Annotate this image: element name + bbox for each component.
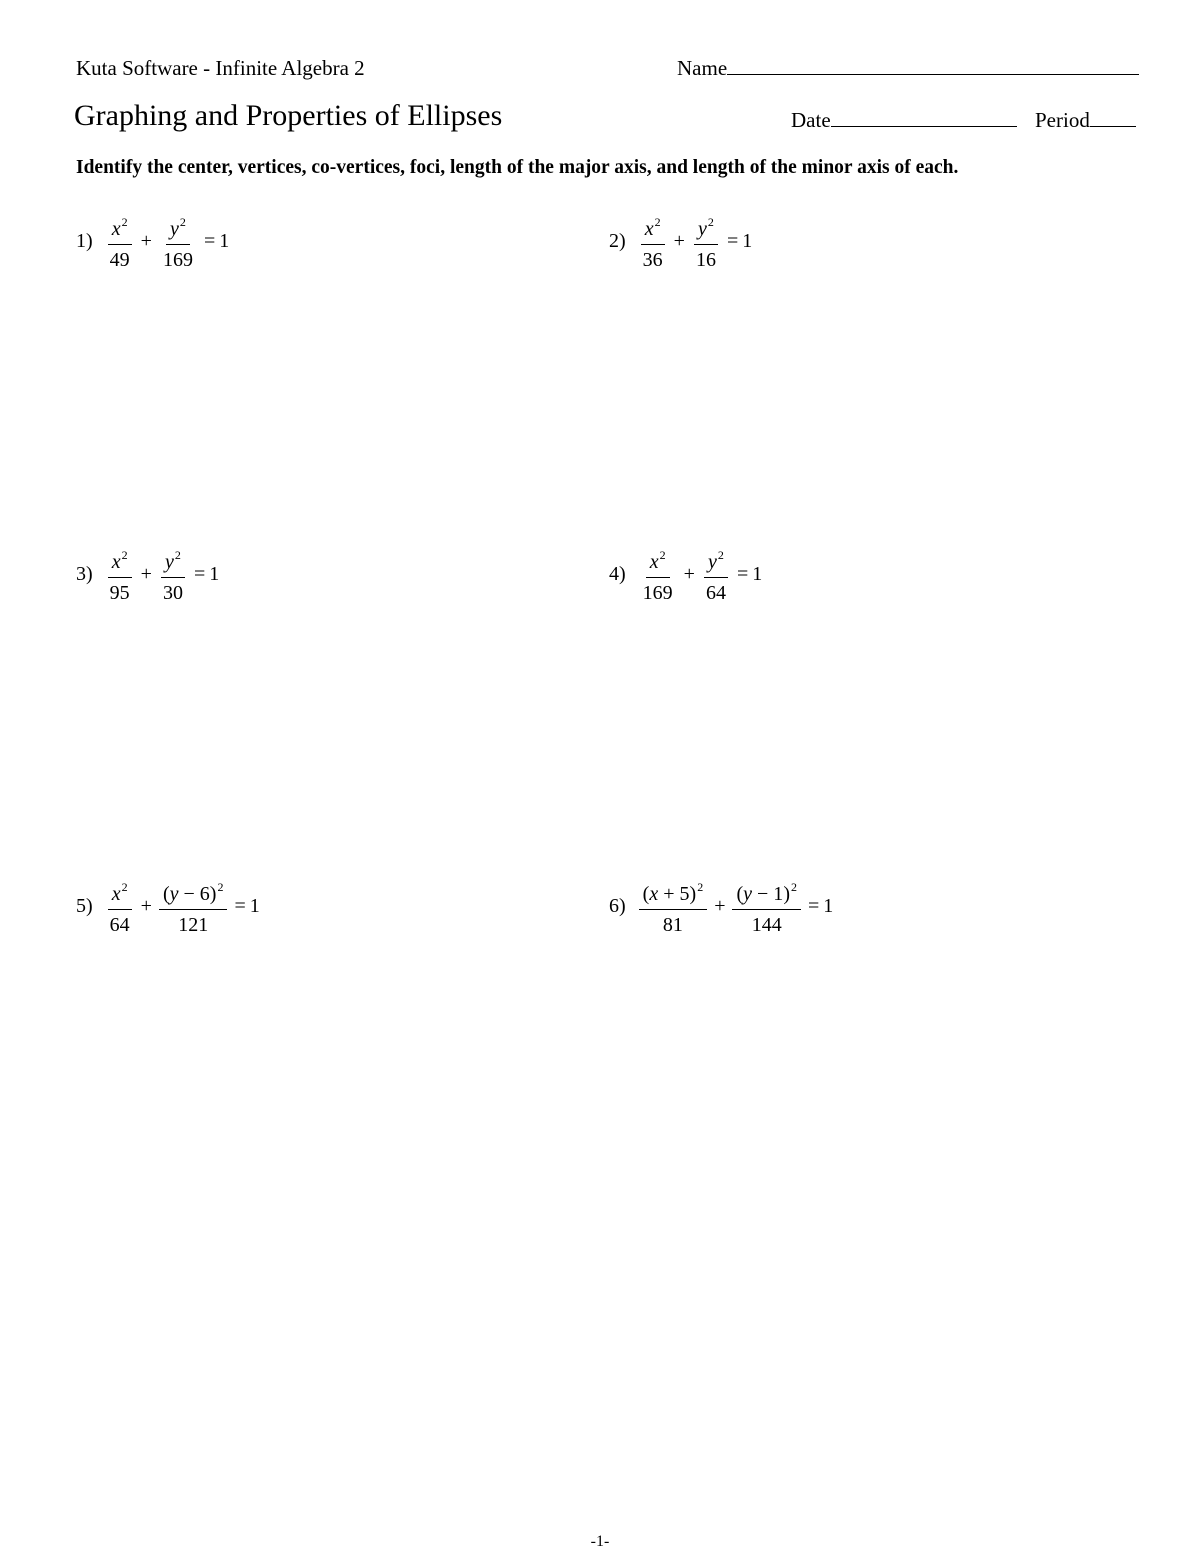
fraction-denominator: 169 [642,582,673,604]
problem-6 [609,871,833,941]
fraction-numerator [161,543,185,578]
variable: x [111,883,121,905]
open-paren: ( [162,883,170,905]
open-paren: ( [642,883,650,905]
fraction [159,543,187,605]
plus-sign: + [140,894,152,917]
rhs: 1 [823,894,834,917]
variable: x [649,883,659,905]
exponent: 2 [790,880,797,894]
problem-number: 1) [76,229,93,252]
problem-number: 3) [76,562,93,585]
variable: x [649,551,659,573]
exponent: 2 [121,548,128,562]
fraction [106,210,134,272]
fraction-denominator: 36 [642,249,663,271]
plus-sign: + [140,229,152,252]
fraction-numerator [108,543,132,578]
variable: x [111,551,121,573]
exponent: 2 [659,548,666,562]
rhs: 1 [209,562,220,585]
header-source: Kuta Software - Infinite Algebra 2 [76,56,365,80]
fraction-numerator [108,875,132,910]
variable: x [111,218,121,240]
fraction [159,210,197,272]
variable: y [165,551,174,573]
date-label: Date [791,108,831,132]
fraction-numerator [108,210,132,245]
fraction-denominator: 81 [662,914,683,936]
rhs: 1 [742,229,753,252]
shift: + 5 [663,883,690,905]
fraction [732,875,801,937]
fraction-numerator [646,543,670,578]
fraction [106,543,134,605]
fraction [692,210,720,272]
exponent: 2 [717,548,724,562]
date-blank[interactable] [831,108,1017,127]
fraction [639,875,708,937]
date-field[interactable] [791,108,1017,133]
problem-3 [76,539,219,609]
equals-sign: = [203,229,216,252]
problem-number: 2) [609,229,626,252]
problem-1 [76,206,229,276]
plus-sign: + [673,229,685,252]
exponent: 2 [697,880,704,894]
rhs: 1 [752,562,763,585]
problem-4 [609,539,762,609]
name-label: Name [677,56,728,80]
shift: − 6 [183,883,210,905]
equals-sign: = [193,562,206,585]
fraction-denominator: 30 [162,582,183,604]
fraction-numerator [694,210,718,245]
equals-sign: = [807,894,820,917]
close-paren: ) [783,883,790,905]
problem-5 [76,871,260,941]
fraction-numerator [639,875,708,910]
exponent: 2 [174,548,181,562]
fraction-numerator [166,210,190,245]
exponent: 2 [654,215,661,229]
problem-number: 4) [609,562,626,585]
fraction-denominator: 121 [178,914,209,936]
fraction-numerator [159,875,228,910]
page-number: -1- [590,1533,610,1550]
fraction [702,543,730,605]
problem-number: 5) [76,894,93,917]
exponent: 2 [707,215,714,229]
instructions: Identify the center, vertices, co-vertices, foci, length of the major axis, and length of the minor axis of each. [76,157,959,178]
plus-sign: + [683,562,695,585]
period-label: Period [1035,108,1090,132]
close-paren: ) [209,883,217,905]
rhs: 1 [219,229,230,252]
fraction-denominator: 49 [109,249,130,271]
rhs: 1 [249,894,260,917]
variable: y [698,218,707,240]
fraction [159,875,228,937]
plus-sign: + [140,562,152,585]
fraction [106,875,134,937]
fraction-numerator [732,875,801,910]
name-field[interactable] [677,56,1139,81]
fraction-numerator [641,210,665,245]
period-blank[interactable] [1090,108,1136,127]
page-title: Graphing and Properties of Ellipses [74,99,503,132]
fraction-denominator: 169 [162,249,193,271]
exponent: 2 [121,215,128,229]
period-field[interactable] [1035,108,1136,133]
plus-sign: + [714,894,726,917]
name-blank[interactable] [727,56,1139,75]
fraction-denominator: 144 [751,914,782,936]
fraction-numerator [704,543,728,578]
close-paren: ) [689,883,697,905]
variable: y [169,883,179,905]
equals-sign: = [234,894,246,917]
open-paren: ( [736,883,744,905]
fraction [639,210,667,272]
exponent: 2 [217,880,224,894]
variable: y [743,883,753,905]
equals-sign: = [736,562,749,585]
fraction [639,543,677,605]
variable: y [708,551,717,573]
problem-2 [609,206,752,276]
fraction-denominator: 64 [705,582,726,604]
equals-sign: = [726,229,739,252]
fraction-denominator: 95 [109,582,130,604]
exponent: 2 [121,880,128,894]
exponent: 2 [179,215,186,229]
fraction-denominator: 64 [109,914,130,936]
variable: y [170,218,179,240]
fraction-denominator: 16 [695,249,716,271]
shift: − 1 [757,883,784,905]
variable: x [644,218,654,240]
problem-number: 6) [609,894,626,917]
